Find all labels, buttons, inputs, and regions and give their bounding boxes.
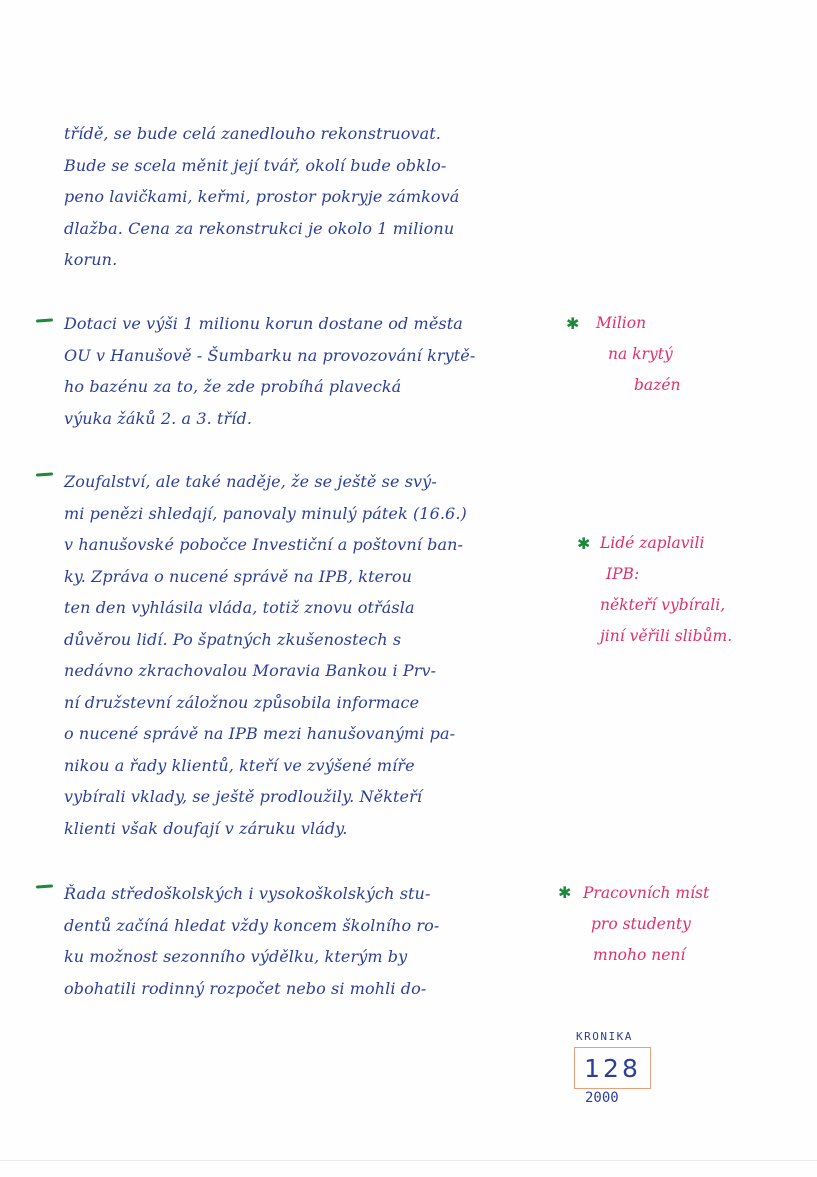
text-line: mi penězi shledají, panovaly minulý pátek (16.6.) [64, 503, 467, 523]
text-line: obohatili rodinný rozpočet nebo si mohli do- [64, 978, 427, 998]
page-edge-divider [0, 1160, 817, 1161]
note-line: mnoho není [593, 946, 686, 964]
text-line: ten den vyhlásila vláda, totiž znovu otřásla [64, 598, 415, 617]
text-line: výuka žáků 2. a 3. tříd. [64, 408, 253, 428]
note-line: Pracovních míst [583, 884, 710, 902]
margin-note-1 [596, 308, 681, 401]
note-line: Milion [596, 314, 647, 332]
text-line: nikou a řady klientů, kteří ve zvýšené míře [64, 755, 415, 775]
text-line: vybírali vklady, se ještě prodloužily. Někteří [64, 787, 423, 806]
text-line: Zoufalství, ale také naděje, že se ještě se svý- [64, 472, 437, 491]
text-line: Řada středoškolských i vysokoškolských stu- [64, 884, 431, 903]
text-line: klienti však doufají v záruku vlády. [64, 818, 348, 838]
text-line: nedávno zkrachovalou Moravia Bankou i Prv- [64, 661, 437, 680]
note-line: někteří vybírali, [600, 596, 726, 614]
chronicle-year: 2000 [585, 1090, 619, 1106]
margin-note-2 [600, 528, 732, 652]
text-line: korun. [64, 250, 118, 269]
paragraph-1 [64, 118, 564, 276]
text-line: ky. Zpráva o nucené správě na IPB, kterou [64, 566, 413, 586]
chronicle-stamp-label: KRONIKA [576, 1030, 633, 1043]
text-line: ní družstevní záložnou způsobila informace [64, 692, 420, 712]
page-number-box [574, 1047, 651, 1089]
paragraph-marker-dash [36, 318, 53, 322]
text-line: třídě, se bude celá zanedlouho rekonstruovat. [64, 124, 441, 143]
note-line: Lidé zaplavili [600, 534, 705, 552]
text-line: důvěrou lidí. Po špatných zkušenostech s [64, 629, 402, 649]
text-line: Bude se scela měnit její tvář, okolí bude obklo- [64, 155, 447, 175]
page-number: 128 [584, 1053, 641, 1083]
text-line: ku možnost sezonního výdělku, kterým by [64, 947, 408, 966]
text-line: v hanušovské pobočce Investiční a poštovní ban- [64, 535, 464, 554]
note-asterisk-icon: ✱ [566, 314, 580, 333]
paragraph-4 [64, 878, 564, 1004]
note-line: na krytý [608, 345, 673, 363]
text-line: o nucené správě na IPB mezi hanušovanými pa- [64, 724, 456, 743]
text-line: peno lavičkami, keřmi, prostor pokryje zámková [64, 187, 460, 206]
margin-note-3 [583, 878, 709, 971]
paragraph-marker-dash [36, 884, 53, 888]
text-line: ho bazénu za to, že zde probíhá plavecká [64, 377, 402, 396]
note-line: bazén [634, 376, 681, 394]
note-line: IPB: [606, 565, 640, 583]
note-asterisk-icon: ✱ [577, 534, 591, 553]
paragraph-marker-dash [36, 472, 53, 476]
paragraph-3 [64, 466, 564, 844]
note-line: jiní věřili slibům. [600, 627, 733, 645]
text-line: OU v Hanušově - Šumbarku na provozování krytě- [64, 345, 476, 365]
text-line: dlažba. Cena za rekonstrukci je okolo 1 milionu [64, 218, 455, 238]
paragraph-2 [64, 308, 564, 434]
note-asterisk-icon: ✱ [558, 883, 572, 902]
note-line: pro studenty [591, 915, 691, 933]
text-line: dentů začíná hledat vždy koncem školního ro- [64, 915, 440, 935]
text-line: Dotaci ve výši 1 milionu korun dostane od města [64, 314, 463, 333]
